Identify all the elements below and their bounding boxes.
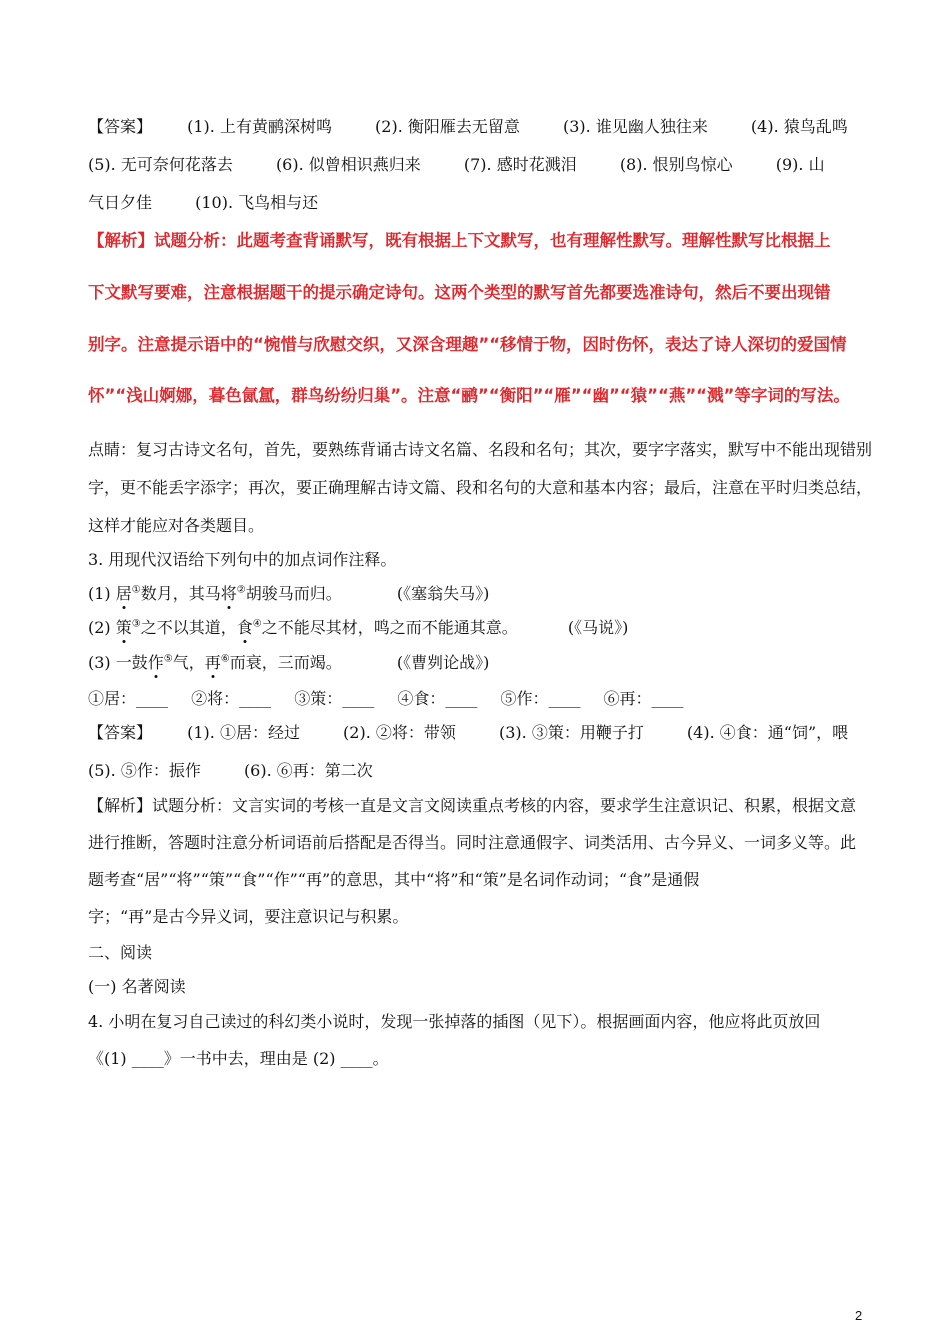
note-mark: ⑤ <box>163 653 173 665</box>
answer-item: (4). ④食：通“饲”，喂 <box>686 723 849 742</box>
question-3-sentence-2 <box>88 618 628 638</box>
answer-item: (7). 感时花溅泪 <box>463 155 577 174</box>
answer-line-3 <box>88 193 318 213</box>
analysis-red-line: 下文默写要难，注意根据题干的提示确定诗句。这两个类型的默写首先都要选准诗句，然后不要出现错 <box>88 283 831 302</box>
answer-item: (4). 猿鸟乱鸣 <box>750 117 848 136</box>
answer-item: (9). 山 <box>775 155 825 174</box>
dotted-word: 再 <box>204 653 221 672</box>
answer-label: 【答案】 <box>88 723 153 742</box>
analysis-3-line: 字；“再”是古今异义词，要注意识记与积累。 <box>88 907 409 926</box>
answer-line-2 <box>88 155 825 175</box>
dotted-word: 食 <box>236 618 253 637</box>
answer-item: (3). ③策：用鞭子打 <box>498 723 644 742</box>
dotted-word: 将 <box>220 584 237 603</box>
blank-item: ⑤作：____ <box>500 689 581 708</box>
answer-item: (2). ②将：带领 <box>343 723 456 742</box>
note-mark: ② <box>236 584 246 596</box>
answer-item: (5). 无可奈何花落去 <box>88 155 233 174</box>
analysis-red-line: 【解析】试题分析：此题考查背诵默写，既有根据上下文默写，也有理解性默写。理解性默写比根据上 <box>88 231 831 250</box>
question-3-sentence-3 <box>88 653 489 673</box>
tips-line: 字，更不能丢字添字；再次，要正确理解古诗文篇、段和名句的大意和基本内容；最后，注意在平时归类总结， <box>88 478 873 497</box>
question-4-line: 《(1) ____》一书中去，理由是 (2) ____。 <box>88 1049 389 1068</box>
answer-item: (6). ⑥再：第二次 <box>243 761 373 780</box>
question-4-line: 4. 小明在复习自己读过的科幻类小说时，发现一张掉落的插图（见下）。根据画面内容，他应将此页放回 <box>88 1012 821 1031</box>
tips-line: 这样才能应对各类题目。 <box>88 516 265 535</box>
answer-item: (5). ⑤作：振作 <box>88 761 201 780</box>
page-number: 2 <box>855 1308 863 1323</box>
blank-item: ⑥再：____ <box>603 689 684 708</box>
answer-label: 【答案】 <box>88 117 153 136</box>
answer-item: (1). ①居：经过 <box>187 723 300 742</box>
question-3-blanks <box>88 689 684 709</box>
blank-item: ②将：____ <box>191 689 272 708</box>
note-mark: ④ <box>252 618 262 630</box>
text: 气， <box>172 653 205 672</box>
text: 之不以其道， <box>140 618 237 637</box>
dotted-word: 作 <box>147 653 164 672</box>
analysis-3-line: 【解析】试题分析：文言实词的考核一直是文言文阅读重点考核的内容，要求学生注意识记、积累，根据文意 <box>88 796 857 815</box>
answer-item: (8). 恨别鸟惊心 <box>619 155 733 174</box>
text: (1) <box>88 584 116 603</box>
note-mark: ① <box>131 584 141 596</box>
answer-item: (1). 上有黄鹂深树鸣 <box>187 117 332 136</box>
note-mark: ⑥ <box>220 653 230 665</box>
question-3-sentence-1 <box>88 584 489 604</box>
section-heading: 二、阅读 <box>88 943 153 962</box>
analysis-red-line: 怀”“浅山婀娜，暮色氤氲，群鸟纷纷归巢”。注意“鹂”“衡阳”“雁”“幽”“猿”“燕”“溅”等字词的写法。 <box>88 386 850 405</box>
blank-item: ④食：____ <box>397 689 478 708</box>
answer-3-line-1 <box>88 723 848 743</box>
blank-item: ①居：____ <box>88 689 169 708</box>
dotted-word: 策 <box>115 618 132 637</box>
answer-item: 气日夕佳 <box>88 193 153 212</box>
analysis-red-line: 别字。注意提示语中的“惋惜与欣慰交织，又深含理趣”“移情于物，因时伤怀，表达了诗人深切的爱国情 <box>88 335 847 354</box>
text: 之不能尽其材，鸣之而不能通其意。 <box>261 618 518 637</box>
tips-line: 点睛：复习古诗文名句，首先，要熟练背诵古诗文名篇、名段和名句；其次，要字字落实，默写中不能出现错别 <box>88 440 873 459</box>
answer-line-1 <box>88 117 848 137</box>
text: 胡骏马而归。 <box>245 584 342 603</box>
answer-item: (2). 衡阳雁去无留意 <box>375 117 520 136</box>
analysis-3-line: 题考查“居”“将”“策”“食”“作”“再”的意思，其中“将”和“策”是名词作动词；“食”是通假 <box>88 870 700 889</box>
answer-item: (3). 谁见幽人独往来 <box>562 117 708 136</box>
subsection-heading: (一) 名著阅读 <box>88 977 186 996</box>
text: 而衰，三而竭。 <box>229 653 342 672</box>
source: (《马说》) <box>567 618 629 637</box>
note-mark: ③ <box>131 618 141 630</box>
blank-item: ③策：____ <box>294 689 375 708</box>
source: (《塞翁失马》) <box>396 584 490 603</box>
answer-3-line-2 <box>88 761 373 781</box>
text: (2) <box>88 618 116 637</box>
text: (3) 一鼓 <box>88 653 148 672</box>
answer-item: (10). 飞鸟相与还 <box>195 193 319 212</box>
answer-item: (6). 似曾相识燕归来 <box>275 155 421 174</box>
question-3-title: 3. 用现代汉语给下列句中的加点词作注释。 <box>88 550 397 569</box>
analysis-3-line: 进行推断，答题时注意分析词语前后搭配是否得当。同时注意通假字、词类活用、古今异义、一词多义等。此 <box>88 833 857 852</box>
source: (《曹刿论战》) <box>396 653 490 672</box>
dotted-word: 居 <box>115 584 132 603</box>
text: 数月，其马 <box>140 584 221 603</box>
